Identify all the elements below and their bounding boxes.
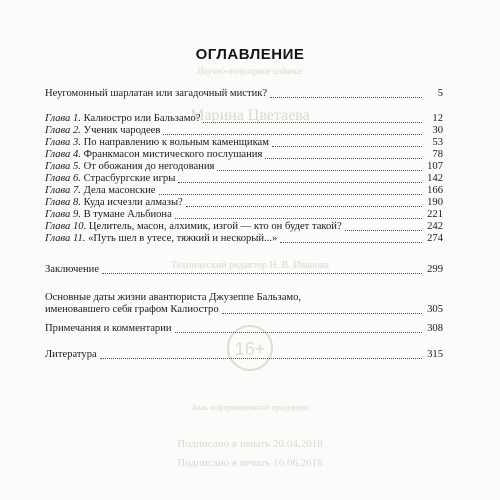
chapter-title: Дела масонские: [83, 185, 156, 196]
chapter-page: 221: [427, 209, 443, 220]
chapter-title: Калиостро или Бальзамо?: [83, 113, 201, 124]
chapter-prefix: Глава 10.: [45, 221, 87, 232]
chapter-prefix: Глава 1.: [45, 113, 81, 124]
toc-chapter-11: [45, 233, 443, 245]
chapter-page: 78: [432, 149, 443, 160]
chapter-page: 242: [427, 221, 443, 232]
leader-dots: [203, 121, 422, 123]
ghost-line-6: Подписано в печать 16.06.2018: [177, 457, 323, 469]
chapter-prefix: Глава 11.: [45, 233, 86, 244]
chapter-prefix: Глава 5.: [45, 161, 81, 172]
toc-chapter-9: [45, 209, 443, 221]
leader-dots: [159, 193, 422, 195]
chapter-prefix: Глава 4.: [45, 149, 81, 160]
toc-dates-page: 305: [427, 304, 443, 315]
chapter-page: 190: [427, 197, 443, 208]
toc-notes-page: 308: [427, 323, 443, 334]
ghost-line-3: Технический редактор Н. В. Иванова: [171, 260, 329, 271]
chapter-title: Страсбургские игры: [83, 173, 176, 184]
toc-conclusion: [45, 264, 443, 276]
toc-chapter-7: [45, 185, 443, 197]
leader-dots: [186, 205, 422, 207]
toc-chapter-3: [45, 137, 443, 149]
leader-dots: [175, 331, 422, 333]
toc-conclusion-page: 299: [427, 264, 443, 275]
leader-dots: [222, 312, 422, 314]
chapter-page: 30: [432, 125, 443, 136]
leader-dots: [175, 217, 422, 219]
toc-notes-label: Примечания и комментарии: [45, 323, 172, 334]
chapter-prefix: Глава 3.: [45, 137, 81, 148]
chapter-prefix: Глава 8.: [45, 197, 81, 208]
toc-chapter-6: [45, 173, 443, 185]
leader-dots: [280, 241, 422, 243]
chapter-page: 12: [432, 113, 443, 124]
chapter-prefix: Глава 7.: [45, 185, 81, 196]
leader-dots: [102, 272, 422, 274]
leader-dots: [270, 96, 422, 98]
ghost-line-1: Научно-популярное издание: [196, 66, 304, 76]
ghost-line-4: Знак информационной продукции: [191, 403, 309, 412]
chapter-title: По направлению к вольным каменщикам: [83, 137, 269, 148]
toc-dates: [45, 292, 443, 316]
ghost-age-label: 16+: [234, 339, 266, 359]
ghost-line-5: Подписано в печать 20.04.2018: [177, 438, 323, 450]
chapter-title: В тумане Альбиона: [83, 209, 172, 220]
chapter-title: От обожания до негодования: [83, 161, 215, 172]
toc-intro: [45, 88, 443, 100]
chapter-page: 142: [427, 173, 443, 184]
toc-literature-label: Литература: [45, 349, 97, 360]
toc-chapter-4: [45, 149, 443, 161]
chapter-page: 107: [427, 161, 443, 172]
leader-dots: [163, 133, 422, 135]
leader-dots: [345, 229, 422, 231]
chapter-page: 166: [427, 185, 443, 196]
toc-literature-page: 315: [427, 349, 443, 360]
leader-dots: [178, 181, 422, 183]
toc-conclusion-label: Заключение: [45, 264, 100, 275]
toc-dates-line-2: именовавшего себя графом Калиостро: [45, 304, 219, 315]
chapter-page: 53: [432, 137, 443, 148]
chapter-title: Ученик чародеев: [83, 125, 161, 136]
chapter-title: Франкмасон мистического послушания: [83, 149, 263, 160]
ghost-line-2: Марина Цветаева: [190, 107, 310, 124]
leader-dots: [272, 145, 422, 147]
toc-notes: [45, 323, 443, 335]
chapter-prefix: Глава 6.: [45, 173, 81, 184]
chapter-page: 274: [427, 233, 443, 244]
toc-chapter-10: [45, 221, 443, 233]
chapter-title: Целитель, масон, алхимик, изгой — кто он будет такой?: [88, 221, 342, 232]
toc-intro-label: Неугомонный шарлатан или загадочный мистик?: [45, 88, 268, 99]
leader-dots: [100, 357, 422, 359]
toc-chapter-2: [45, 125, 443, 137]
toc-chapter-8: [45, 197, 443, 209]
toc-intro-page: 5: [437, 88, 443, 99]
toc-dates-line-1: Основные даты жизни авантюриста Джузеппе Бальзамо,: [45, 292, 302, 303]
chapter-prefix: Глава 9.: [45, 209, 81, 220]
chapter-title: Куда исчезли алмазы?: [83, 197, 183, 208]
leader-dots: [265, 157, 422, 159]
toc-chapter-5: [45, 161, 443, 173]
chapter-title: «Путь шел в утесе, тяжкий и нескорый...»: [88, 233, 278, 244]
toc-chapter-1: [45, 113, 443, 125]
leader-dots: [217, 169, 422, 171]
chapter-prefix: Глава 2.: [45, 125, 81, 136]
toc-literature: [45, 349, 443, 361]
page-title: ОГЛАВЛЕНИЕ: [195, 46, 305, 63]
